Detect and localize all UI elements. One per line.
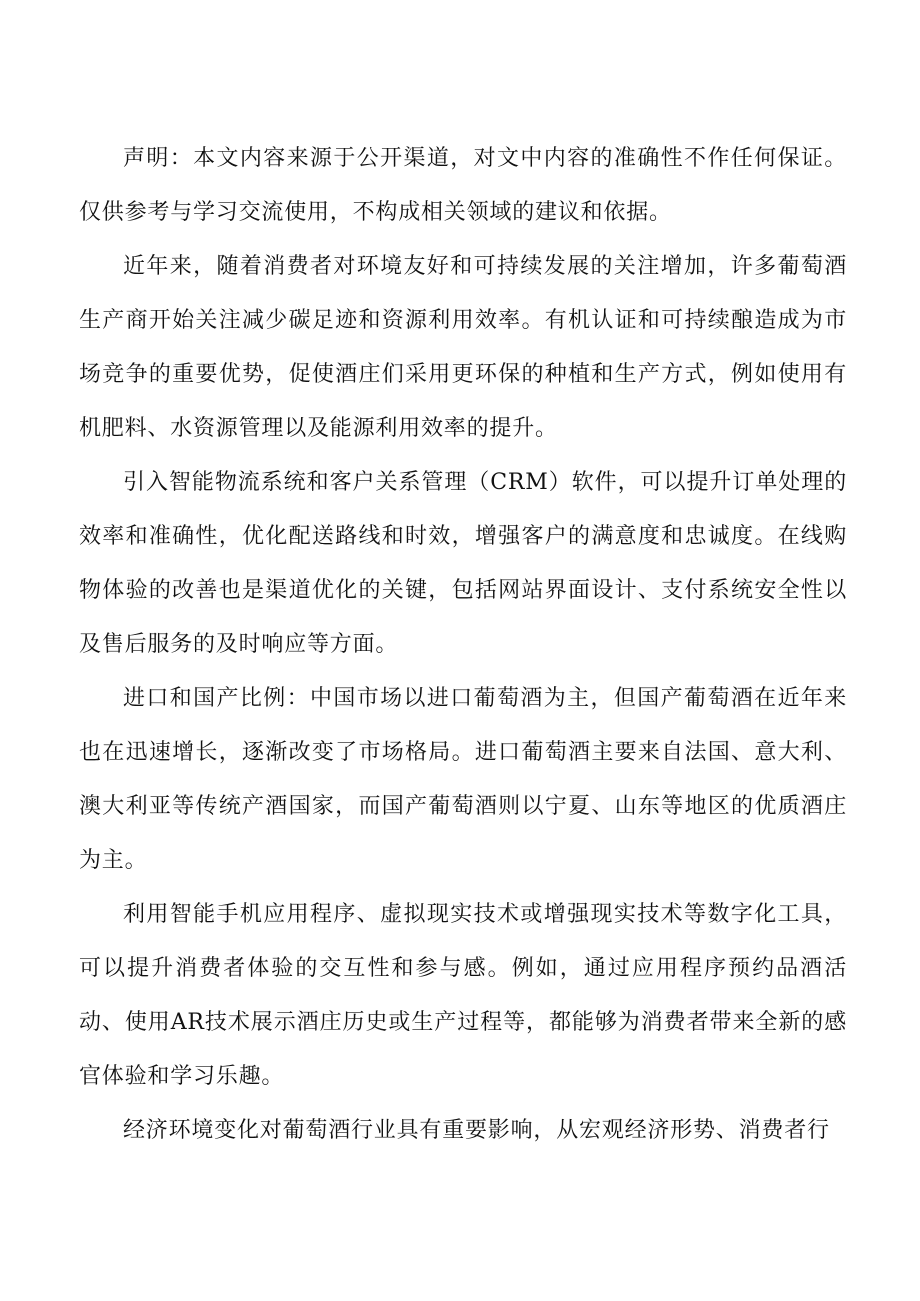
paragraph-disclaimer: 声明：本文内容来源于公开渠道，对文中内容的准确性不作任何保证。仅供参考与学习交流使用，不构成相关领域的建议和依据。 xyxy=(79,146,847,225)
paragraph-import-domestic: 进口和国产比例：中国市场以进口葡萄酒为主，但国产葡萄酒在近年来也在迅速增长，逐渐改变了市场格局。进口葡萄酒主要来自法国、意大利、澳大利亚等传统产酒国家，而国产葡萄酒则以宁夏、山东等地区的优质酒庄为主。 xyxy=(79,686,847,873)
paragraph-logistics-crm: 引入智能物流系统和客户关系管理（CRM）软件，可以提升订单处理的效率和准确性，优化配送路线和时效，增强客户的满意度和忠诚度。在线购物体验的改善也是渠道优化的关键，包括网站界面设计、支付系统安全性以及售后服务的及时响应等方面。 xyxy=(79,470,847,657)
paragraph-economic-environment: 经济环境变化对葡萄酒行业具有重要影响，从宏观经济形势、消费者行 xyxy=(123,1118,830,1143)
paragraph-sustainability: 近年来，随着消费者对环境友好和可持续发展的关注增加，许多葡萄酒生产商开始关注减少碳足迹和资源利用效率。有机认证和可持续酿造成为市场竞争的重要优势，促使酒庄们采用更环保的种植和生产方式，例如使用有机肥料、水资源管理以及能源利用效率的提升。 xyxy=(79,254,847,441)
paragraph-digital-tools: 利用智能手机应用程序、虚拟现实技术或增强现实技术等数字化工具，可以提升消费者体验的交互性和参与感。例如，通过应用程序预约品酒活动、使用AR技术展示酒庄历史或生产过程等，都能够为消费者带来全新的感官体验和学习乐趣。 xyxy=(79,902,847,1089)
document-body xyxy=(79,132,847,1158)
